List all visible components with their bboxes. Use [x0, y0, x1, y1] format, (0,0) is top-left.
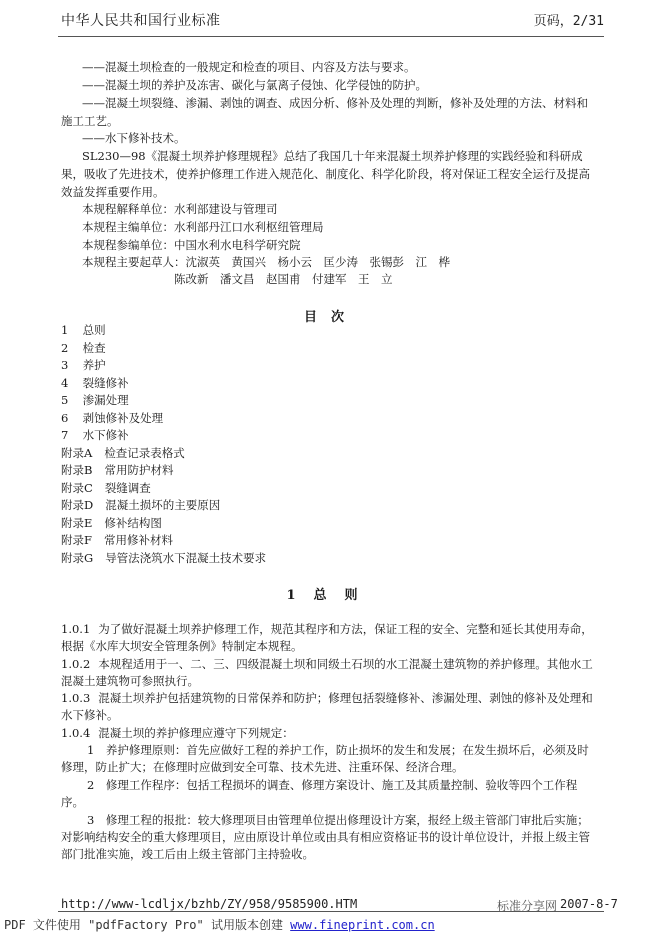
toc-item[interactable]: 4 裂缝修补 [61, 376, 129, 390]
standard-name: 中华人民共和国行业标准 [61, 13, 221, 29]
toc-item[interactable]: 6 剥蚀修补及处理 [61, 411, 164, 425]
clause-line: 2 修理工作程序：包括工程损坏的调查、修理方案设计、施工及其质量控制、验收等四个工作程 [87, 778, 578, 792]
preface-line: ——混凝土坝的养护及冻害、碳化与氯离子侵蚀、化学侵蚀的防护。 [82, 78, 427, 92]
clause-line: 1.0.2 本规程适用于一、二、三、四级混凝土坝和同级土石坝的水工混凝土建筑物的养护修理。其他水工 [61, 657, 593, 671]
toc-title: 目次 [303, 310, 358, 325]
toc-appendix[interactable]: 附录B 常用防护材料 [61, 463, 174, 477]
toc-appendix[interactable]: 附录G 导管法浇筑水下混凝土技术要求 [61, 551, 267, 565]
preface-line: 效益发挥重要作用。 [61, 185, 165, 199]
preface-line: ——混凝土坝检查的一般规定和检查的项目、内容及方法与要求。 [82, 60, 416, 74]
preface-line: 果，吸收了先进技术，使养护修理工作进入规范化、制度化、科学化阶段，将对保证工程安全运行及提高 [61, 167, 590, 181]
preface-line: SL230—98《混凝土坝养护修理规程》总结了我国几十年来混凝土坝养护修理的实践经验和科研成 [82, 149, 583, 163]
clause-line: 混凝土建筑物可参照执行。 [61, 674, 199, 688]
fineprint-link[interactable]: www.fineprint.com.cn [290, 918, 435, 932]
clause-line: 1.0.1 为了做好混凝土坝养护修理工作，规范其程序和方法，保证工程的安全、完整和延长其使用寿命， [61, 622, 593, 636]
pdf-factory-banner: PDF 文件使用 "pdfFactory Pro" 试用版本创建 www.fineprint.com.cn [4, 918, 435, 932]
preface-line: 施工工艺。 [61, 114, 119, 128]
toc-item[interactable]: 2 检查 [61, 341, 106, 355]
clause-line: 修理，防止扩大；在修理时应做到安全可靠、技术先进、注重环保、经济合理。 [61, 760, 464, 774]
page-header [61, 10, 604, 30]
toc-appendix[interactable]: 附录A 检查记录表格式 [61, 446, 185, 460]
clause-line: 1.0.3 混凝土坝养护包括建筑物的日常保养和防护；修理包括裂缝修补、渗漏处理、剥蚀的修补及处理和 [61, 691, 593, 705]
clause-line: 1 养护修理原则：首先应做好工程的养护工作，防止损坏的发生和发展；在发生损坏后，必须及时 [87, 743, 589, 757]
toc-item[interactable]: 5 渗漏处理 [61, 393, 129, 407]
clause-line: 序。 [61, 795, 84, 809]
clause-line: 1.0.4 混凝土坝的养护修理应遵守下列规定： [61, 726, 294, 740]
clause-line: 部门批准实施，竣工后由上级主管部门主持验收。 [61, 847, 314, 861]
toc-appendix[interactable]: 附录F 常用修补材料 [61, 533, 173, 547]
drafters-line-2: 陈改新 潘文昌 赵国甫 付建军 王 立 [174, 272, 393, 286]
clause-line: 根据《水库大坝安全管理条例》特制定本规程。 [61, 639, 303, 653]
toc-item[interactable]: 3 养护 [61, 358, 106, 372]
editor-unit: 本规程主编单位：水利部丹江口水利枢纽管理局 [82, 220, 324, 234]
participating-unit: 本规程参编单位：中国水利水电科学研究院 [82, 238, 301, 252]
header-divider [58, 36, 604, 37]
toc-appendix[interactable]: 附录D 混凝土损坏的主要原因 [61, 498, 221, 512]
toc-appendix[interactable]: 附录E 修补结构图 [61, 516, 162, 530]
toc-appendix[interactable]: 附录C 裂缝调查 [61, 481, 151, 495]
toc-item[interactable]: 7 水下修补 [61, 428, 129, 442]
share-label: 标准分享网 [497, 899, 558, 913]
clause-line: 水下修补。 [61, 708, 119, 722]
interpreting-unit: 本规程解释单位：水利部建设与管理司 [82, 202, 278, 216]
chapter-title: 1 总则 [286, 588, 376, 603]
toc-item[interactable]: 1 总则 [61, 323, 106, 337]
page-indicator: 页码，2/31 [533, 14, 604, 29]
print-date: 2007-8-7 [560, 897, 618, 911]
preface-line: ——水下修补技术。 [82, 131, 186, 145]
clause-line: 对影响结构安全的重大修理项目，应由原设计单位或由具有相应资格证书的设计单位设计，并报上级主管 [61, 830, 590, 844]
clause-line: 3 修理工程的报批：较大修理项目由管理单位提出修理设计方案，报经上级主管部门审批后实施； [87, 813, 589, 827]
preface-line: ——混凝土坝裂缝、渗漏、剥蚀的调查、成因分析、修补及处理的判断，修补及处理的方法、材料和 [82, 96, 588, 110]
drafters-line: 本规程主要起草人：沈淑英 黄国兴 杨小云 匡少涛 张锡彭 江 桦 [82, 255, 450, 269]
footer-divider [58, 911, 604, 912]
source-url[interactable]: http://www-lcdljx/bzhb/ZY/958/9585900.HTM [61, 897, 358, 911]
